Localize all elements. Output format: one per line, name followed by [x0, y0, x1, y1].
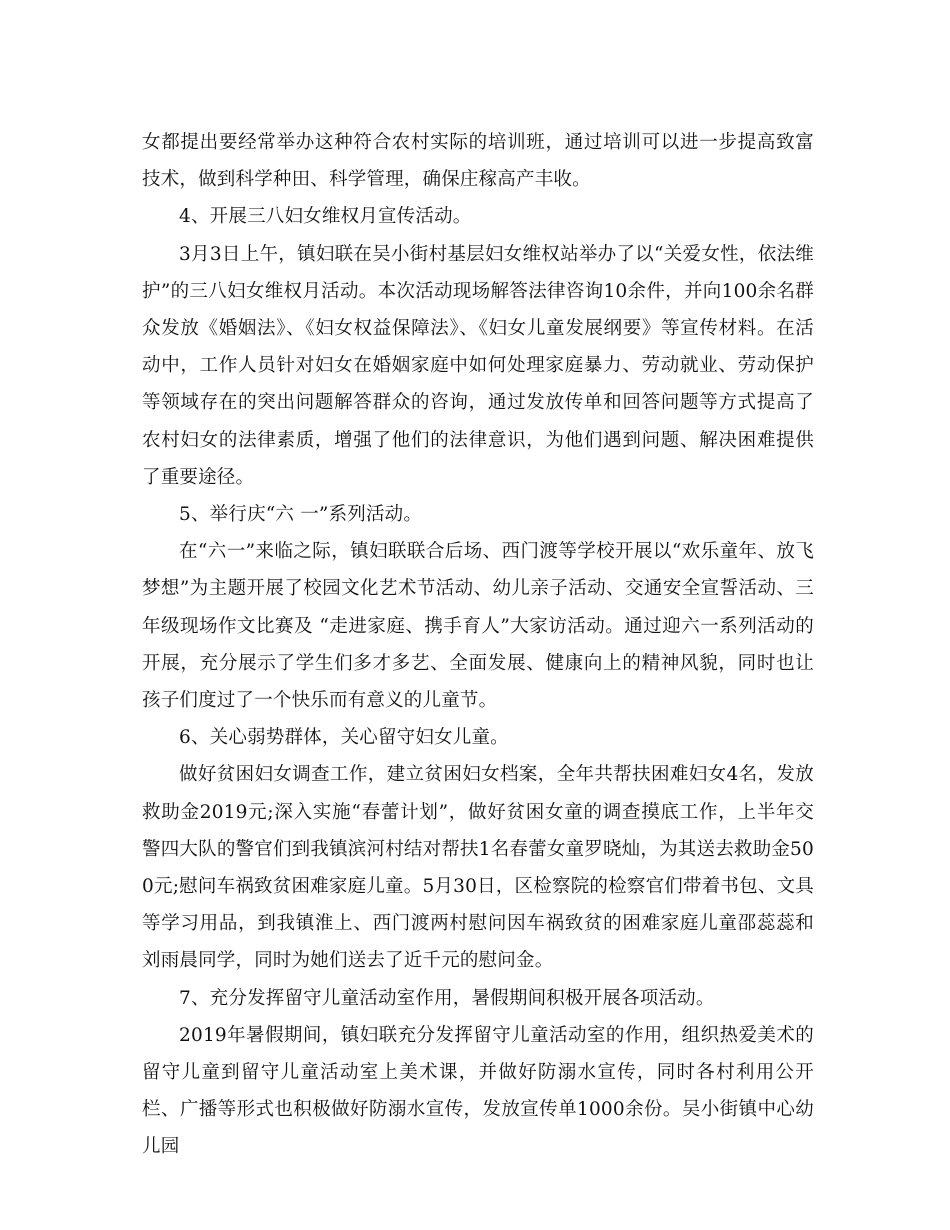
document-body — [142, 124, 814, 1166]
section-heading-4: 4、开展三八妇女维权月宣传活动。 — [179, 206, 472, 228]
paragraph-continuation: 女都提出要经常举办这种符合农村实际的培训班，通过培训可以进一步提高致富技术，做到科学种田、科学管理，确保庄稼高产丰收。 — [142, 132, 814, 191]
paragraph-childrens-day: 在“六一”来临之际，镇妇联联合后场、西门渡等学校开展以“欢乐童年、放飞梦想”为主题开展了校园文化艺术节活动、幼儿亲子活动、交通安全宣誓活动、三年级现场作文比赛及 “走进家庭、携手育人”大家访活动。通过迎六一系列活动的开展，充分展示了学生们多才多艺、全面发展、健康向上的精神风貌，同时也让孩子们度过了一个快乐而有意义的儿童节。 — [142, 541, 814, 712]
paragraph-womens-rights-month: 3月3日上午，镇妇联在吴小街村基层妇女维权站举办了以“关爱女性，依法维护”的三八妇女维权月活动。本次活动现场解答法律咨询10余件，并向100余名群众发放《婚姻法》、《妇女权益保障法》、《妇女儿童发展纲要》等宣传材料。在活动中，工作人员针对妇女在婚姻家庭中如何处理家庭暴力、劳动就业、劳动保护等领域存在的突出问题解答群众的咨询，通过发放传单和回答问题等方式提高了农村妇女的法律素质，增强了他们的法律意识，为他们遇到问题、解决困难提供了重要途径。 — [142, 243, 814, 488]
section-heading-6: 6、关心弱势群体，关心留守妇女儿童。 — [179, 727, 509, 749]
paragraph-vulnerable-groups: 做好贫困妇女调查工作，建立贫困妇女档案，全年共帮扶困难妇女4名，发放救助金2019元;深入实施“春蕾计划”，做好贫困女童的调查摸底工作，上半年交警四大队的警官们到我镇滨河村结对帮扶1名春蕾女童罗晓灿，为其送去救助金500元;慰问车祸致贫困难家庭儿童。5月30日，区检察院的检察官们带着书包、文具等学习用品，到我镇淮上、西门渡两村慰问因车祸致贫的困难家庭儿童邵蕊蕊和刘雨晨同学，同时为她们送去了近千元的慰问金。 — [142, 764, 814, 972]
paragraph-summer-activities: 2019年暑假期间，镇妇联充分发挥留守儿童活动室的作用，组织热爱美术的留守儿童到留守儿童活动室上美术课，并做好防溺水宣传，同时各村利用公开栏、广播等形式也积极做好防溺水宣传，发放宣传单1000余份。吴小街镇中心幼儿园 — [142, 1024, 814, 1158]
section-heading-5: 5、举行庆“六 一”系列活动。 — [179, 504, 423, 526]
section-heading-7: 7、充分发挥留守儿童活动室作用，暑假期间积极开展各项活动。 — [179, 987, 715, 1009]
